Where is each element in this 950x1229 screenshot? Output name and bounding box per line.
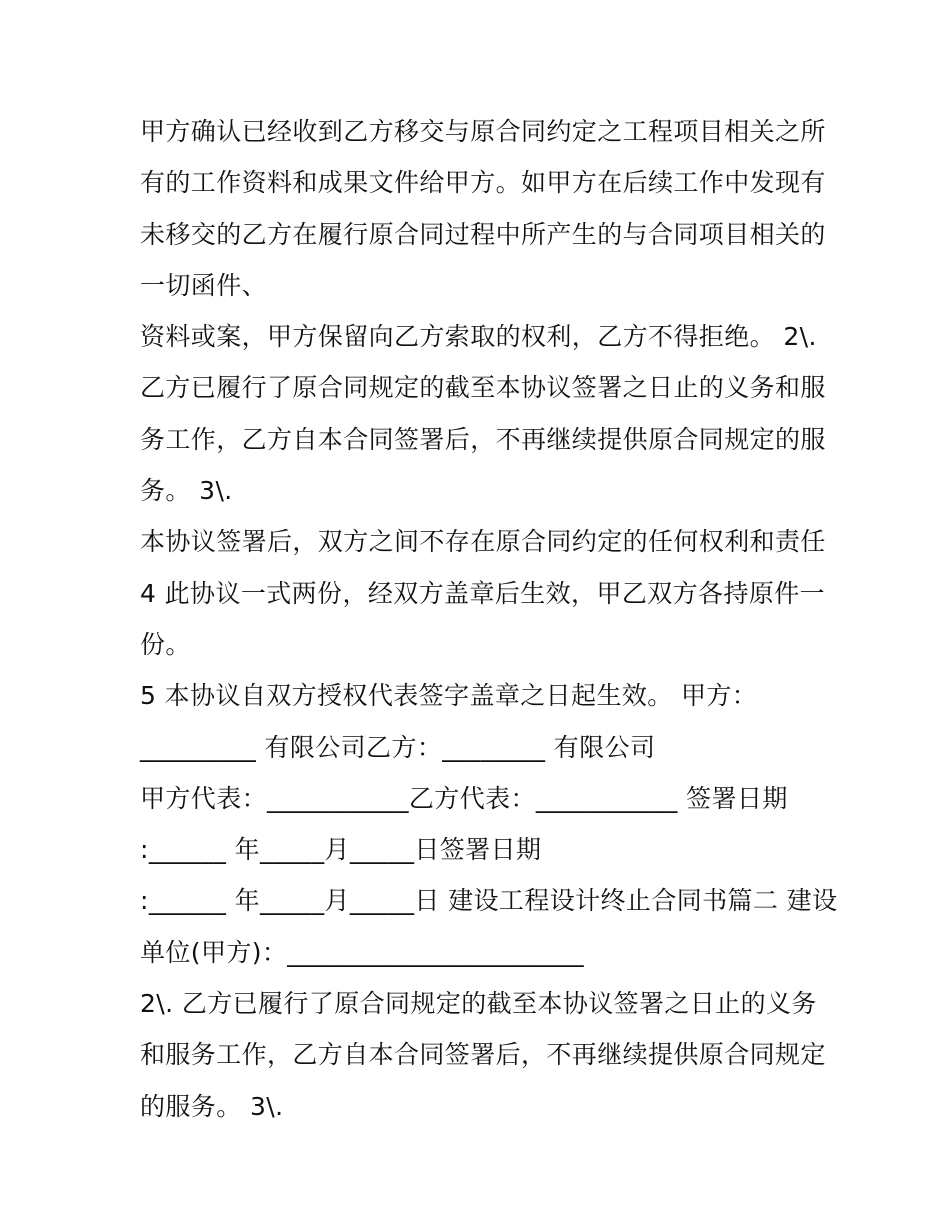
text-line: 甲方确认已经收到乙方移交与原合同约定之工程项目相关之所 — [140, 117, 826, 146]
party-a-line: 单位(甲方)：_______________________ — [140, 937, 585, 967]
date-line: :______ 年_____月_____日签署日期 — [140, 835, 542, 865]
signature-line: _________ 有限公司乙方：________ 有限公司 — [140, 732, 656, 762]
text-line: 一切函件、 — [140, 270, 268, 300]
date-line: :______ 年_____月_____日 建设工程设计终止合同书篇二 建设 — [140, 886, 838, 916]
text-line: 有的工作资料和成果文件给甲方。如甲方在后续工作中发现有 — [140, 168, 826, 198]
text-line: 的服务。 3\. — [140, 1091, 284, 1121]
text-line: 务工作，乙方自本合同签署后，不再继续提供原合同规定的服 — [140, 424, 826, 454]
text-line: 和服务工作，乙方自本合同签署后，不再继续提供原合同规定 — [140, 1040, 826, 1070]
text-line: 未移交的乙方在履行原合同过程中所产生的与合同项目相关的 — [140, 219, 826, 249]
text-line: 乙方已履行了原合同规定的截至本协议签署之日止的义务和服 — [140, 373, 826, 403]
text-line: 4 此协议一式两份，经双方盖章后生效，甲乙双方各持原件一 — [140, 578, 826, 608]
text-line: 务。 3\. — [140, 476, 233, 506]
text-line: 份。 — [140, 629, 191, 659]
document-body — [140, 106, 838, 1132]
text-line: 资料或案，甲方保留向乙方索取的权利，乙方不得拒绝。 2\. — [140, 322, 817, 352]
text-line: 2\. 乙方已履行了原合同规定的截至本协议签署之日止的义务 — [140, 989, 817, 1019]
text-line: 5 本协议自双方授权代表签字盖章之日起生效。 甲方： — [140, 681, 758, 711]
representative-line: 甲方代表：___________乙方代表：___________ 签署日期 — [140, 783, 788, 813]
text-line: 本协议签署后，双方之间不存在原合同约定的任何权利和责任 — [140, 527, 826, 557]
